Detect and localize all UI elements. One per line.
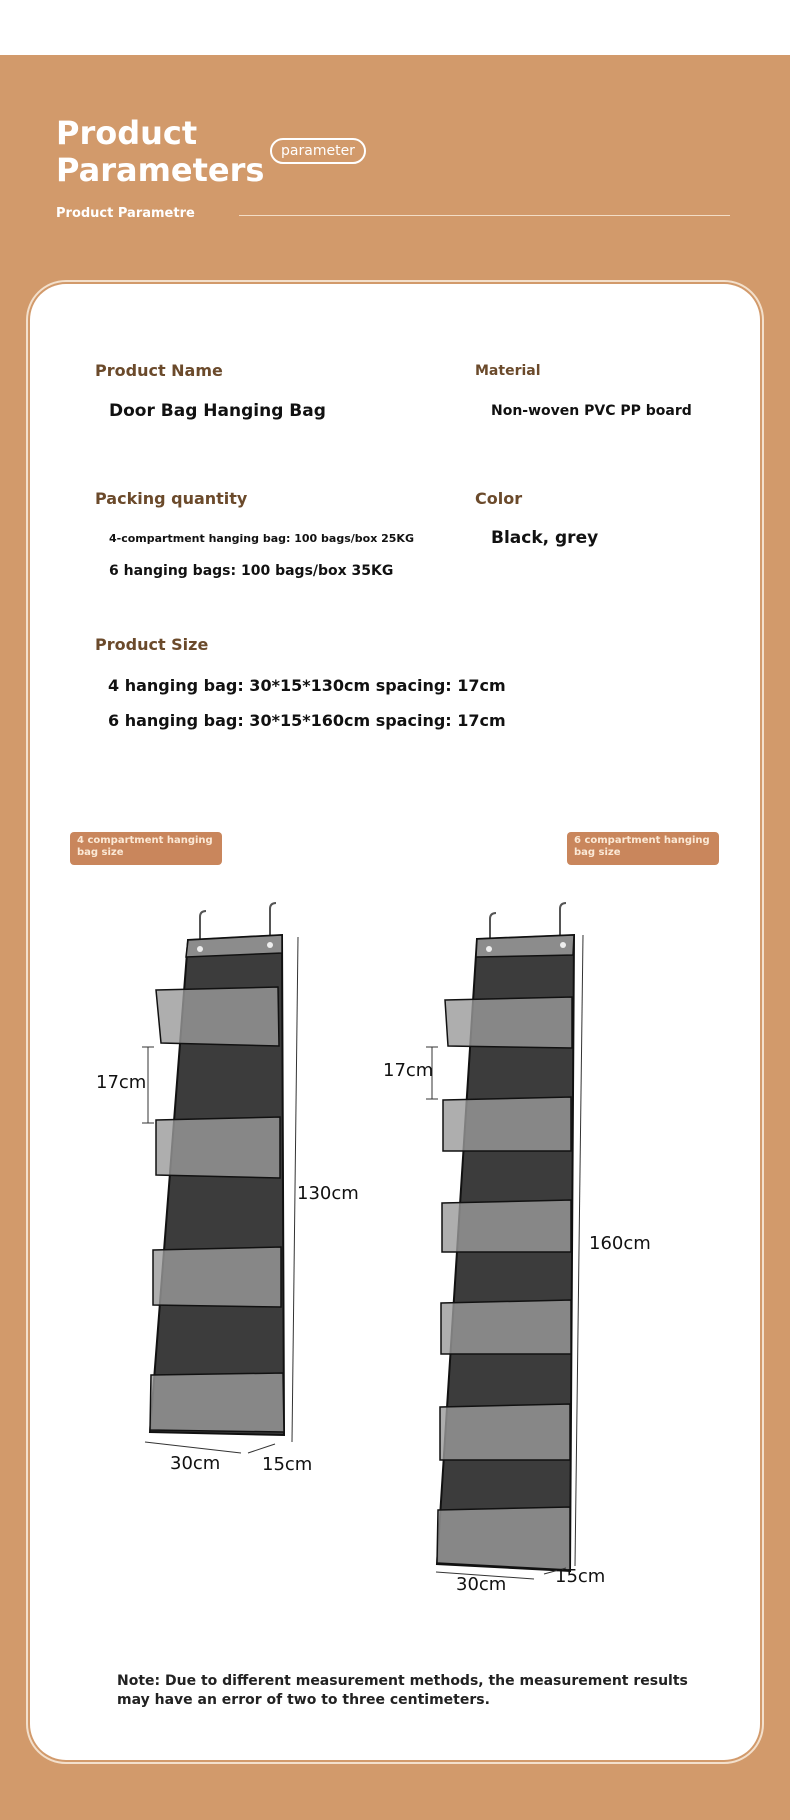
product-size-label: Product Size <box>95 635 209 654</box>
product-size-value-4: 4 hanging bag: 30*15*130cm spacing: 17cm <box>108 676 506 695</box>
material-label: Material <box>475 363 541 379</box>
right-bag-caption: 6 compartment hanging bag size <box>567 832 719 865</box>
left-bag-body <box>150 935 284 1435</box>
color-value: Black, grey <box>491 528 599 548</box>
left-bag-caption: 4 compartment hanging bag size <box>70 832 222 865</box>
product-size-value-6: 6 hanging bag: 30*15*160cm spacing: 17cm <box>108 711 506 730</box>
packing-quantity-value-6: 6 hanging bags: 100 bags/box 35KG <box>109 563 394 579</box>
parameter-badge: parameter <box>270 138 366 164</box>
material-value: Non-woven PVC PP board <box>491 403 692 419</box>
left-depth-label: 15cm <box>262 1454 313 1475</box>
left-height-label: 130cm <box>297 1183 359 1204</box>
packing-quantity-label: Packing quantity <box>95 489 248 508</box>
right-bag-body <box>437 935 574 1571</box>
left-width-label: 30cm <box>170 1453 221 1474</box>
packing-quantity-value-4: 4-compartment hanging bag: 100 bags/box 25KG <box>109 532 414 545</box>
right-bag-hooks <box>490 903 566 940</box>
color-label: Color <box>475 489 523 508</box>
right-depth-label: 15cm <box>555 1566 606 1587</box>
left-bag-hooks <box>200 903 276 939</box>
page-subtitle: Product Parametre <box>56 206 195 221</box>
right-bag-illustration <box>375 895 705 1595</box>
measurement-note: Note: Due to different measurement methods, the measurement results may have an error of two to three centimeters. <box>117 1673 688 1708</box>
right-spacing-label: 17cm <box>383 1060 434 1081</box>
product-name-value: Door Bag Hanging Bag <box>109 401 326 421</box>
subtitle-divider <box>239 215 730 216</box>
page-title: Product Parameters <box>56 114 265 189</box>
right-height-label: 160cm <box>589 1233 651 1254</box>
right-width-label: 30cm <box>456 1574 507 1595</box>
left-spacing-label: 17cm <box>96 1072 147 1093</box>
product-name-label: Product Name <box>95 361 223 380</box>
